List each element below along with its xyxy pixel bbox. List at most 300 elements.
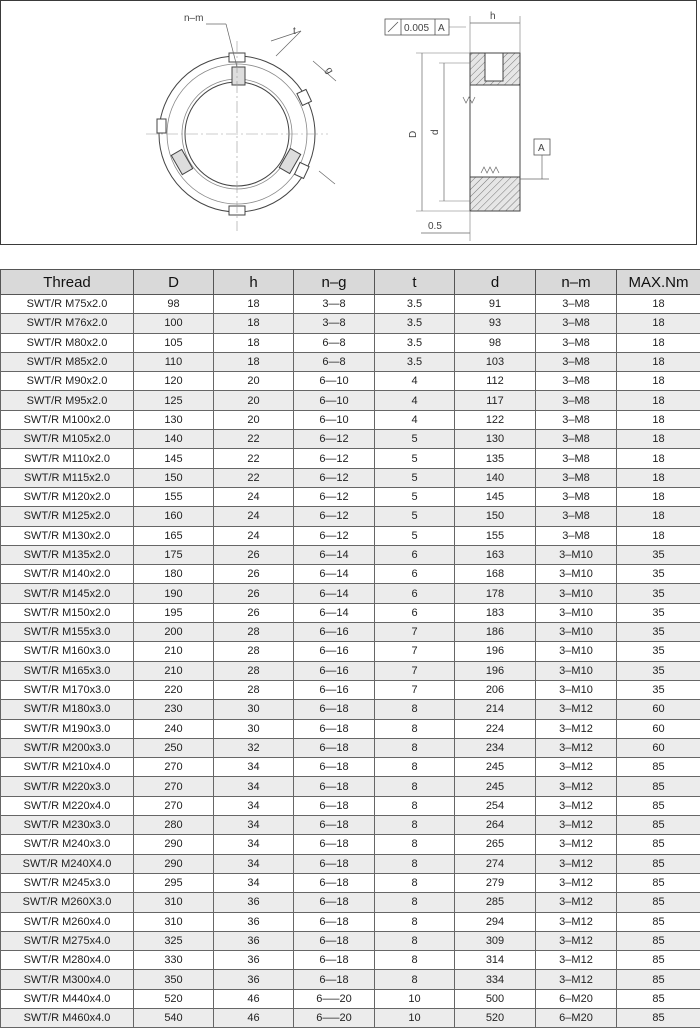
- cell-nm: 3–M8: [536, 468, 617, 487]
- cell-nm: 3–M12: [536, 700, 617, 719]
- cell-max-nm: 60: [617, 719, 700, 738]
- cell-d: 150: [455, 507, 536, 526]
- cell-thread: SWT/R M440x4.0: [1, 989, 134, 1008]
- cell-nm: 3–M8: [536, 295, 617, 314]
- cell-h: 36: [214, 931, 294, 950]
- cell-h: 36: [214, 970, 294, 989]
- cell-max-nm: 18: [617, 487, 700, 506]
- cell-d: 183: [455, 603, 536, 622]
- cell-D: 270: [134, 758, 214, 777]
- cell-max-nm: 18: [617, 410, 700, 429]
- cell-thread: SWT/R M460x4.0: [1, 1008, 134, 1027]
- cell-ng: 6—10: [294, 372, 375, 391]
- cell-max-nm: 35: [617, 661, 700, 680]
- d-ref-leader: [319, 171, 335, 184]
- cell-thread: SWT/R M190x3.0: [1, 719, 134, 738]
- cell-D: 230: [134, 700, 214, 719]
- cell-nm: 3–M8: [536, 314, 617, 333]
- cell-max-nm: 60: [617, 738, 700, 757]
- table-row: [1, 642, 700, 661]
- cell-nm: 6–M20: [536, 989, 617, 1008]
- cell-d: 206: [455, 680, 536, 699]
- cell-t: 5: [375, 526, 455, 545]
- cell-nm: 3–M12: [536, 931, 617, 950]
- cell-h: 22: [214, 468, 294, 487]
- cell-t: 5: [375, 468, 455, 487]
- cell-max-nm: 85: [617, 931, 700, 950]
- cell-D: 130: [134, 410, 214, 429]
- cell-d: 91: [455, 295, 536, 314]
- cell-D: 165: [134, 526, 214, 545]
- cell-D: 325: [134, 931, 214, 950]
- cell-ng: 6—12: [294, 449, 375, 468]
- cell-d: 135: [455, 449, 536, 468]
- cell-h: 30: [214, 700, 294, 719]
- cell-d: 224: [455, 719, 536, 738]
- cell-thread: SWT/R M200x3.0: [1, 738, 134, 757]
- cell-ng: 6—18: [294, 719, 375, 738]
- header-h: h: [214, 270, 294, 295]
- cell-D: 98: [134, 295, 214, 314]
- t-dim-ext: [276, 31, 301, 56]
- cell-t: 4: [375, 372, 455, 391]
- cell-h: 24: [214, 526, 294, 545]
- cell-max-nm: 35: [617, 642, 700, 661]
- cell-d: 155: [455, 526, 536, 545]
- cell-t: 8: [375, 873, 455, 892]
- cell-d: 309: [455, 931, 536, 950]
- cell-max-nm: 18: [617, 507, 700, 526]
- cell-D: 330: [134, 951, 214, 970]
- cell-t: 10: [375, 989, 455, 1008]
- cell-nm: 3–M8: [536, 487, 617, 506]
- cell-h: 18: [214, 333, 294, 352]
- cell-ng: 6—18: [294, 758, 375, 777]
- cell-t: 5: [375, 507, 455, 526]
- cell-t: 7: [375, 623, 455, 642]
- slot-left: [157, 119, 166, 133]
- label-nm: n–m: [184, 13, 203, 24]
- cell-ng: 6—8: [294, 333, 375, 352]
- technical-drawing-panel: [0, 0, 697, 245]
- cell-ng: 6—14: [294, 545, 375, 564]
- cell-t: 7: [375, 680, 455, 699]
- cell-nm: 3–M12: [536, 854, 617, 873]
- cell-t: 8: [375, 931, 455, 950]
- cell-nm: 3–M8: [536, 391, 617, 410]
- cell-max-nm: 35: [617, 603, 700, 622]
- cell-t: 8: [375, 893, 455, 912]
- table-row: [1, 989, 700, 1008]
- cell-h: 34: [214, 796, 294, 815]
- cell-ng: 6—12: [294, 468, 375, 487]
- cell-D: 290: [134, 835, 214, 854]
- cell-ng: 6—18: [294, 796, 375, 815]
- cell-thread: SWT/R M145x2.0: [1, 584, 134, 603]
- cell-D: 250: [134, 738, 214, 757]
- cell-D: 150: [134, 468, 214, 487]
- cell-t: 4: [375, 410, 455, 429]
- header-nm: n–m: [536, 270, 617, 295]
- cell-thread: SWT/R M110x2.0: [1, 449, 134, 468]
- cell-t: 4: [375, 391, 455, 410]
- cell-h: 24: [214, 507, 294, 526]
- cell-nm: 3–M12: [536, 796, 617, 815]
- cell-t: 8: [375, 758, 455, 777]
- cell-nm: 6–M20: [536, 1008, 617, 1027]
- cell-t: 7: [375, 642, 455, 661]
- table-row: [1, 970, 700, 989]
- cell-thread: SWT/R M105x2.0: [1, 430, 134, 449]
- cell-max-nm: 85: [617, 796, 700, 815]
- cell-nm: 3–M10: [536, 680, 617, 699]
- cell-thread: SWT/R M76x2.0: [1, 314, 134, 333]
- cell-max-nm: 85: [617, 854, 700, 873]
- cell-h: 46: [214, 989, 294, 1008]
- table-row: [1, 352, 700, 371]
- cell-nm: 3–M8: [536, 430, 617, 449]
- cell-h: 18: [214, 314, 294, 333]
- cell-ng: 6—18: [294, 873, 375, 892]
- cell-d: 140: [455, 468, 536, 487]
- cell-nm: 3–M12: [536, 893, 617, 912]
- cell-max-nm: 18: [617, 526, 700, 545]
- cell-thread: SWT/R M160x3.0: [1, 642, 134, 661]
- cell-nm: 3–M12: [536, 951, 617, 970]
- lock-nut-drawing: [1, 1, 698, 246]
- table-row: [1, 333, 700, 352]
- cell-max-nm: 85: [617, 777, 700, 796]
- cell-thread: SWT/R M220x3.0: [1, 777, 134, 796]
- cell-D: 160: [134, 507, 214, 526]
- cell-d: 98: [455, 333, 536, 352]
- cell-h: 18: [214, 295, 294, 314]
- cell-h: 22: [214, 449, 294, 468]
- cell-max-nm: 85: [617, 912, 700, 931]
- cell-max-nm: 18: [617, 391, 700, 410]
- cell-nm: 3–M10: [536, 584, 617, 603]
- cell-ng: 6—18: [294, 816, 375, 835]
- cell-h: 36: [214, 951, 294, 970]
- cell-ng: 6—18: [294, 854, 375, 873]
- cell-nm: 3–M12: [536, 816, 617, 835]
- header-D: D: [134, 270, 214, 295]
- cell-t: 8: [375, 816, 455, 835]
- cell-t: 7: [375, 661, 455, 680]
- cell-ng: 6—18: [294, 738, 375, 757]
- cell-nm: 3–M8: [536, 449, 617, 468]
- cell-ng: 6—18: [294, 893, 375, 912]
- cell-D: 210: [134, 661, 214, 680]
- cell-nm: 3–M8: [536, 410, 617, 429]
- table-row: [1, 680, 700, 699]
- cell-t: 3.5: [375, 314, 455, 333]
- cell-max-nm: 85: [617, 816, 700, 835]
- table-row: [1, 487, 700, 506]
- cell-ng: 6—8: [294, 352, 375, 371]
- cell-nm: 3–M12: [536, 758, 617, 777]
- cell-D: 350: [134, 970, 214, 989]
- label-g: g: [323, 66, 335, 76]
- cell-h: 36: [214, 912, 294, 931]
- cell-max-nm: 35: [617, 623, 700, 642]
- cell-thread: SWT/R M80x2.0: [1, 333, 134, 352]
- cell-d: 145: [455, 487, 536, 506]
- cell-thread: SWT/R M135x2.0: [1, 545, 134, 564]
- cell-thread: SWT/R M150x2.0: [1, 603, 134, 622]
- cell-D: 175: [134, 545, 214, 564]
- cell-d: 186: [455, 623, 536, 642]
- table-row: [1, 410, 700, 429]
- cell-d: 178: [455, 584, 536, 603]
- cell-max-nm: 35: [617, 565, 700, 584]
- cell-thread: SWT/R M140x2.0: [1, 565, 134, 584]
- cell-nm: 3–M12: [536, 873, 617, 892]
- cell-d: 294: [455, 912, 536, 931]
- cell-d: 274: [455, 854, 536, 873]
- cell-nm: 3–M12: [536, 777, 617, 796]
- specification-table: [0, 269, 700, 1028]
- cell-h: 26: [214, 584, 294, 603]
- cell-ng: 6—16: [294, 680, 375, 699]
- table-row: [1, 661, 700, 680]
- cell-D: 240: [134, 719, 214, 738]
- table-row: [1, 758, 700, 777]
- cell-t: 5: [375, 449, 455, 468]
- cell-ng: 3—8: [294, 314, 375, 333]
- cell-d: 285: [455, 893, 536, 912]
- cell-h: 30: [214, 719, 294, 738]
- cell-D: 310: [134, 893, 214, 912]
- cell-t: 8: [375, 970, 455, 989]
- cell-d: 130: [455, 430, 536, 449]
- cell-ng: 6—18: [294, 777, 375, 796]
- cell-t: 5: [375, 487, 455, 506]
- cell-d: 314: [455, 951, 536, 970]
- cell-d: 334: [455, 970, 536, 989]
- cell-d: 122: [455, 410, 536, 429]
- cell-max-nm: 85: [617, 835, 700, 854]
- cell-h: 32: [214, 738, 294, 757]
- cell-h: 22: [214, 430, 294, 449]
- table-row: [1, 893, 700, 912]
- table-row: [1, 912, 700, 931]
- cell-thread: SWT/R M210x4.0: [1, 758, 134, 777]
- cell-h: 34: [214, 777, 294, 796]
- cell-h: 20: [214, 391, 294, 410]
- cell-nm: 3–M12: [536, 970, 617, 989]
- cell-h: 26: [214, 603, 294, 622]
- cell-thread: SWT/R M240X4.0: [1, 854, 134, 873]
- cell-h: 28: [214, 642, 294, 661]
- cell-max-nm: 85: [617, 873, 700, 892]
- cell-nm: 3–M12: [536, 719, 617, 738]
- cell-ng: 6—16: [294, 623, 375, 642]
- cell-thread: SWT/R M125x2.0: [1, 507, 134, 526]
- cell-ng: 6—14: [294, 584, 375, 603]
- cell-nm: 3–M8: [536, 526, 617, 545]
- table-row: [1, 526, 700, 545]
- cell-D: 190: [134, 584, 214, 603]
- cell-nm: 3–M10: [536, 603, 617, 622]
- header-t: t: [375, 270, 455, 295]
- cell-D: 100: [134, 314, 214, 333]
- header-d: d: [455, 270, 536, 295]
- cell-t: 8: [375, 854, 455, 873]
- cell-nm: 3–M12: [536, 835, 617, 854]
- cell-t: 8: [375, 835, 455, 854]
- cell-D: 540: [134, 1008, 214, 1027]
- cell-t: 8: [375, 912, 455, 931]
- cell-max-nm: 18: [617, 449, 700, 468]
- cell-max-nm: 18: [617, 314, 700, 333]
- cell-max-nm: 18: [617, 352, 700, 371]
- cell-t: 6: [375, 545, 455, 564]
- cell-h: 34: [214, 873, 294, 892]
- cell-h: 28: [214, 661, 294, 680]
- cell-max-nm: 18: [617, 430, 700, 449]
- cell-d: 103: [455, 352, 536, 371]
- cell-thread: SWT/R M100x2.0: [1, 410, 134, 429]
- header-max-nm: MAX.Nm: [617, 270, 700, 295]
- cell-t: 3.5: [375, 295, 455, 314]
- cell-max-nm: 85: [617, 1008, 700, 1027]
- cell-h: 34: [214, 758, 294, 777]
- cell-t: 8: [375, 738, 455, 757]
- cell-nm: 3–M10: [536, 661, 617, 680]
- cell-d: 500: [455, 989, 536, 1008]
- cell-D: 270: [134, 777, 214, 796]
- cell-thread: SWT/R M275x4.0: [1, 931, 134, 950]
- cell-t: 8: [375, 777, 455, 796]
- cell-thread: SWT/R M130x2.0: [1, 526, 134, 545]
- label-t: t: [293, 26, 296, 37]
- cell-thread: SWT/R M220x4.0: [1, 796, 134, 815]
- cell-d: 112: [455, 372, 536, 391]
- cell-nm: 3–M8: [536, 372, 617, 391]
- cell-max-nm: 35: [617, 680, 700, 699]
- cell-max-nm: 18: [617, 295, 700, 314]
- header-thread: Thread: [1, 270, 134, 295]
- cell-D: 105: [134, 333, 214, 352]
- cell-ng: 6—14: [294, 603, 375, 622]
- cell-h: 36: [214, 893, 294, 912]
- label-d: d: [430, 129, 441, 135]
- cell-t: 8: [375, 951, 455, 970]
- slot-lower-right: [295, 162, 310, 178]
- cell-ng: 6—18: [294, 951, 375, 970]
- table-row: [1, 931, 700, 950]
- cell-h: 34: [214, 835, 294, 854]
- cell-thread: SWT/R M155x3.0: [1, 623, 134, 642]
- table-row: [1, 565, 700, 584]
- table-row: [1, 1008, 700, 1027]
- cell-h: 34: [214, 816, 294, 835]
- cell-h: 34: [214, 854, 294, 873]
- cell-thread: SWT/R M280x4.0: [1, 951, 134, 970]
- table-body: [1, 295, 700, 1028]
- table-row: [1, 468, 700, 487]
- cell-thread: SWT/R M260X3.0: [1, 893, 134, 912]
- cell-t: 8: [375, 796, 455, 815]
- cell-ng: 6—16: [294, 661, 375, 680]
- cell-D: 200: [134, 623, 214, 642]
- cell-max-nm: 85: [617, 989, 700, 1008]
- cell-nm: 3–M12: [536, 912, 617, 931]
- cell-D: 120: [134, 372, 214, 391]
- cell-D: 280: [134, 816, 214, 835]
- cell-ng: 6—10: [294, 391, 375, 410]
- cell-max-nm: 85: [617, 758, 700, 777]
- cell-thread: SWT/R M245x3.0: [1, 873, 134, 892]
- cell-thread: SWT/R M230x3.0: [1, 816, 134, 835]
- table-row: [1, 777, 700, 796]
- cell-D: 310: [134, 912, 214, 931]
- cell-max-nm: 60: [617, 700, 700, 719]
- cell-max-nm: 85: [617, 893, 700, 912]
- cell-t: 3.5: [375, 333, 455, 352]
- cell-ng: 6—12: [294, 487, 375, 506]
- cell-D: 220: [134, 680, 214, 699]
- cell-h: 46: [214, 1008, 294, 1027]
- table-row: [1, 314, 700, 333]
- cell-D: 180: [134, 565, 214, 584]
- cell-D: 290: [134, 854, 214, 873]
- cell-thread: SWT/R M170x3.0: [1, 680, 134, 699]
- cell-max-nm: 35: [617, 545, 700, 564]
- cell-h: 20: [214, 410, 294, 429]
- cell-d: 264: [455, 816, 536, 835]
- cell-ng: 6—12: [294, 526, 375, 545]
- label-0-5: 0.5: [428, 221, 442, 232]
- label-tolerance-ref: A: [438, 23, 445, 34]
- table-row: [1, 700, 700, 719]
- cell-D: 295: [134, 873, 214, 892]
- table-row: [1, 873, 700, 892]
- t-dim-line: [271, 31, 301, 41]
- cell-d: 265: [455, 835, 536, 854]
- cell-h: 26: [214, 545, 294, 564]
- cell-ng: 6—16: [294, 642, 375, 661]
- table-row: [1, 835, 700, 854]
- cell-ng: 6—10: [294, 410, 375, 429]
- screw-hole-top: [232, 67, 245, 85]
- cell-h: 18: [214, 352, 294, 371]
- cell-nm: 3–M10: [536, 642, 617, 661]
- cell-ng: 6—18: [294, 931, 375, 950]
- cell-ng: 3—8: [294, 295, 375, 314]
- cell-d: 196: [455, 661, 536, 680]
- cell-h: 24: [214, 487, 294, 506]
- cell-d: 254: [455, 796, 536, 815]
- cell-h: 26: [214, 565, 294, 584]
- table-row: [1, 816, 700, 835]
- cell-t: 8: [375, 700, 455, 719]
- cell-max-nm: 85: [617, 951, 700, 970]
- cell-d: 279: [455, 873, 536, 892]
- cell-t: 10: [375, 1008, 455, 1027]
- cell-t: 6: [375, 565, 455, 584]
- screw-hole-left: [171, 149, 192, 174]
- cell-t: 5: [375, 430, 455, 449]
- cell-thread: SWT/R M240x3.0: [1, 835, 134, 854]
- table-row: [1, 545, 700, 564]
- cell-nm: 3–M10: [536, 623, 617, 642]
- cell-t: 6: [375, 584, 455, 603]
- cell-d: 168: [455, 565, 536, 584]
- cell-thread: SWT/R M95x2.0: [1, 391, 134, 410]
- table-row: [1, 584, 700, 603]
